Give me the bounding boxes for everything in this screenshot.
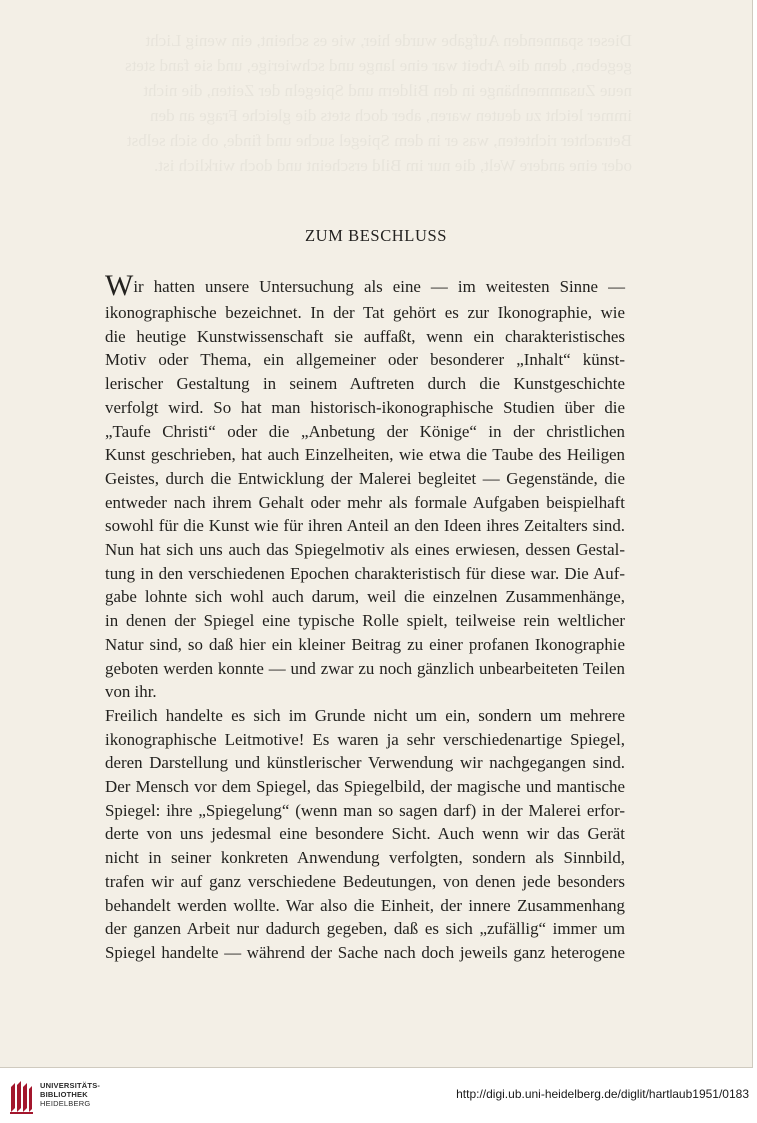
text-line: gabe lohnte sich wohl auch darum, weil die einzelnen Zusammenhänge, (105, 587, 625, 607)
page-heading: ZUM BESCHLUSS (304, 226, 448, 245)
text-line: Geistes, durch die Entwicklung der Malerei begleitet — Gegenstände, die (105, 468, 625, 488)
text-line: Kunst geschrieben, hat auch Einzelheiten, wie etwa die Taube des Heiligen (105, 445, 625, 465)
library-name: UNIVERSITÄTS- BIBLIOTHEK HEIDELBERG (40, 1081, 101, 1108)
text-line: Spiegel handelte — während der Sache nach doch jeweils ganz heterogene (105, 942, 625, 962)
text-line: deren Darstellung und künstlerischer Verwendung wir nachgegangen sind. (105, 753, 625, 773)
text-line: sowohl für die Kunst wie für ihren Anteil an den Ideen ihres Zeitalters sind. (105, 516, 625, 536)
text-line: verfolgt wird. So hat man historisch-ikonographische Studien über die (105, 397, 625, 417)
text-line: ikonographische bezeichnet. In der Tat gehört es zur Ikonographie, wie (105, 303, 625, 322)
text-line: der ganzen Arbeit nur dadurch gegeben, daß es sich „zufällig“ immer um (105, 919, 625, 939)
text-line: „Taufe Christi“ oder die „Anbetung der Könige“ in der christlichen (105, 421, 625, 441)
permalink-url[interactable]: http://digi.ub.uni-heidelberg.de/diglit/hartlaub1951/0183 (456, 1087, 749, 1101)
text-line: Spiegel: ihre „Spiegelung“ (wenn man so sagen darf) in der Malerei erfor- (105, 800, 625, 820)
text-line: geboten werden konnte — und zwar zu noch gänzlich unbearbeiteten Teilen (105, 658, 625, 678)
text-line: in denen der Spiegel eine typische Rolle spielt, teilweise rein weltlicher (105, 611, 625, 631)
body-text (105, 271, 625, 965)
text-line: ikonographische Leitmotive! Es waren ja sehr verschiedenartige Spiegel, (105, 729, 625, 749)
text-line: von ihr. (105, 682, 157, 702)
viewer-footer (0, 1068, 757, 1123)
text-line: Freilich handelte es sich im Grunde nicht um ein, sondern um mehrere (105, 705, 625, 725)
text-line: die heutige Kunstwissenschaft sie auffaßt, wenn ein charakteristisches (105, 326, 625, 346)
text-line: Motiv oder Thema, ein allgemeiner oder besonderer „Inhalt“ künst- (105, 350, 625, 370)
text-line: trafen wir auf ganz verschiedene Bedeutungen, von denen jede besonders (105, 871, 625, 891)
text-line: lerischer Gestaltung in seinem Auftreten durch die Kunstgeschichte (105, 374, 625, 394)
text-line: Wir hatten unsere Untersuchung als eine — im weitesten Sinne — (105, 269, 625, 302)
text-line: Nun hat sich uns auch das Spiegelmotiv als eines erwiesen, dessen Gestal- (105, 540, 625, 560)
text-line: entweder nach ihrem Gehalt oder mehr als formale Aufgaben beispielhaft (105, 492, 625, 512)
text-line: derte von uns jedesmal eine besondere Sicht. Auch wenn wir das Gerät (105, 824, 625, 844)
text-line: nicht in seiner konkreten Anwendung verfolgten, sondern als Sinnbild, (105, 848, 625, 868)
university-library-logo-icon[interactable] (8, 1079, 34, 1115)
reverse-side-bleed-through: Dieser spannenden Aufgabe wurde hier, wie es scheint, ein wenig Licht gegeben, denn die Arbeit war eine lange und schwierige, und sie fand stets neue Zusammenhänge in den Bildern und Spiegeln der Zeiten, die nicht immer leicht zu deuten waren, aber doch stets die gleiche Frage an den Betrachter richteten, was er in dem Spiegel suche und finde, ob sich selbst oder eine andere Welt, die nur im Bild erscheint und doch wirklich ist. (124, 31, 632, 175)
drop-cap: W (105, 269, 134, 302)
text-line: Natur sind, so daß hier ein kleiner Beitrag zu einer profanen Ikonographie (105, 634, 625, 654)
text-line: Der Mensch vor dem Spiegel, das Spiegelbild, der magische und mantische (105, 777, 625, 797)
text-line: behandelt werden wollte. War also die Einheit, der innere Zusammenhang (105, 895, 625, 915)
text-line: tung in den verschiedenen Epochen charakteristisch für diese war. Die Auf- (105, 563, 625, 583)
